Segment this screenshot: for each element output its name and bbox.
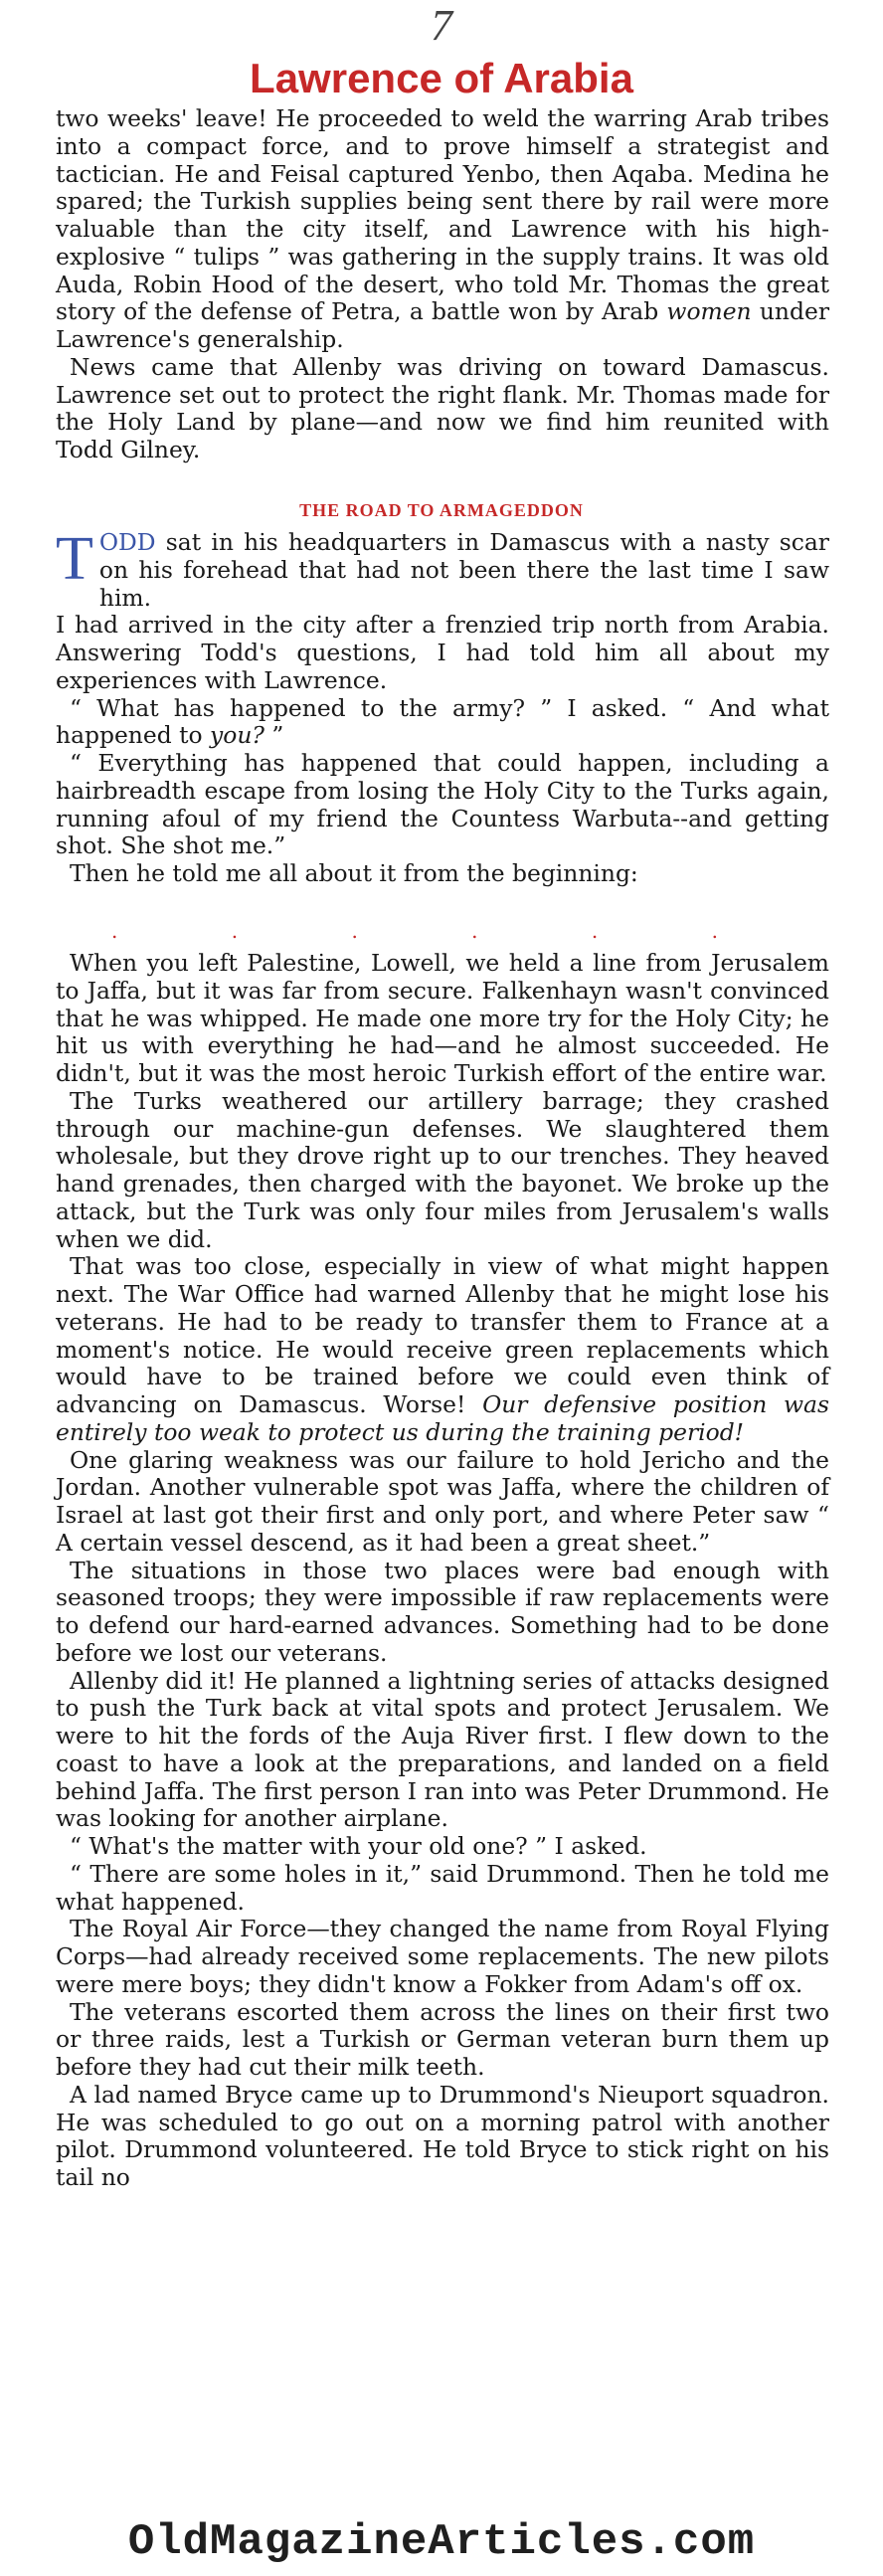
section-opening: [56, 525, 829, 888]
paragraph: The veterans escorted them across the lines on their first two or three raids, lest a Turkish or German veteran burn them up before they had cut their milk teeth.: [56, 1997, 829, 2081]
story-section: [56, 950, 829, 2192]
intro-paragraph: News came that Allenby was driving on toward Damascus. Lawrence set out to protect the right flank. Mr. Thomas made for the Holy Land by plane—and now we find him reunited with Todd Gilney.: [56, 352, 829, 463]
lead-word: ODD: [98, 528, 156, 556]
paragraph: The situations in those two places were bad enough with seasoned troops; they were impossible if raw replacements were to defend our hard-earned advances. Something had to be done before we lost our veterans.: [56, 1556, 829, 1667]
intro-paragraph: two weeks' leave! He proceeded to weld the warring Arab tribes into a compact force, and to prove himself a strategist and tactician. He and Feisal captured Yenbo, then Aqaba. Medina he spared; the Turkish supplies being sent there by rail were more valuable than the city itself, and Lawrence with his high-explosive “ tulips ” was gathering in the supply trains. It was old Auda, Robin Hood of the desert, who told Mr. Thomas the great story of the defense of Petra, a battle won by Arab women under Lawrence's generalship.: [56, 104, 829, 353]
paragraph: Then he told me all about it from the beginning:: [70, 859, 638, 887]
paragraph: Allenby did it! He planned a lightning series of attacks designed to push the Turk back at vital spots and protect Jerusalem. We were to hit the fords of the Auja River first. I flew down to the coast to have a look at the preparations, and landed on a field behind Jaffa. The first person I ran into was Peter Drummond. He was looking for another airplane.: [56, 1666, 829, 1833]
footer-watermark: OldMagazineArticles.com: [127, 2517, 756, 2567]
page-number: 7: [431, 1, 452, 50]
intro-emphasis: women: [666, 297, 752, 326]
emphasis-text: Our defensive position was entirely too weak to protect us during the training period!: [56, 1390, 830, 1446]
drop-cap: T: [56, 525, 93, 593]
article-title: Lawrence of Arabia: [250, 55, 633, 101]
intro-section: [56, 105, 829, 464]
section-divider-dots: . . . . . .: [111, 919, 772, 943]
paragraph: One glaring weakness was our failure to hold Jericho and the Jordan. Another vulnerable spot was Jaffa, where the children of Israel at last got their first and only port, and where Peter saw “ A certain vessel descend, as it had been a great sheet.”: [56, 1445, 829, 1557]
paragraph: “ Everything has happened that could happen, including a hairbreadth escape from losing the Holy City to the Turks again, running afoul of my friend the Countess Warbuta--and getting shot. She shot me.”: [56, 749, 829, 860]
paragraph: I had arrived in the city after a frenzied trip north from Arabia. Answering Todd's questions, I had told him all about my experiences with Lawrence.: [56, 611, 829, 694]
paragraph: “ What's the matter with your old one? ” I asked.: [70, 1832, 647, 1860]
paragraph: That was too close, especially in view of what might happen next. The War Office had warned Allenby that he might lose his veterans. He had to be ready to transfer them to France at a moment's notice. He would receive green replacements which would have to be trained before we could even think of advancing on Damascus. Worse! Our defensive position was entirely too weak to protect us during the training period!: [56, 1252, 830, 1446]
section-heading: THE ROAD TO ARMAGEDDON: [299, 500, 584, 520]
paragraph: “ There are some holes in it,” said Drummond. Then he told me what happened.: [56, 1859, 829, 1916]
lead-paragraph: TODD sat in his headquarters in Damascus with a nasty scar on his forehead that had not been there the last time I saw him.: [56, 525, 829, 612]
paragraph: The Royal Air Force—they changed the name from Royal Flying Corps—had already received some replacements. The new pilots were mere boys; they didn't know a Fokker from Adam's off ox.: [56, 1915, 829, 1998]
paragraph: When you left Palestine, Lowell, we held a line from Jerusalem to Jaffa, but it was far from secure. Falkenhayn wasn't convinced that he was whipped. He made one more try for the Holy City; he hit us with everything he had—and he almost succeeded. He didn't, but it was the most heroic Turkish effort of the entire war.: [56, 949, 829, 1087]
paragraph: The Turks weathered our artillery barrage; they crashed through our machine-gun defenses. We slaughtered them wholesale, but they drove right up to our trenches. They heaved hand grenades, then charged with the bayonet. We broke up the attack, but the Turk was only four miles from Jerusalem's walls when we did.: [56, 1086, 829, 1253]
quote-paragraph: “ What has happened to the army? ” I asked. “ And what happened to you? ”: [56, 693, 829, 750]
paragraph: A lad named Bryce came up to Drummond's Nieuport squadron. He was scheduled to go out on a morning patrol with another pilot. Drummond volunteered. He told Bryce to stick right on his tail no: [56, 2080, 829, 2191]
